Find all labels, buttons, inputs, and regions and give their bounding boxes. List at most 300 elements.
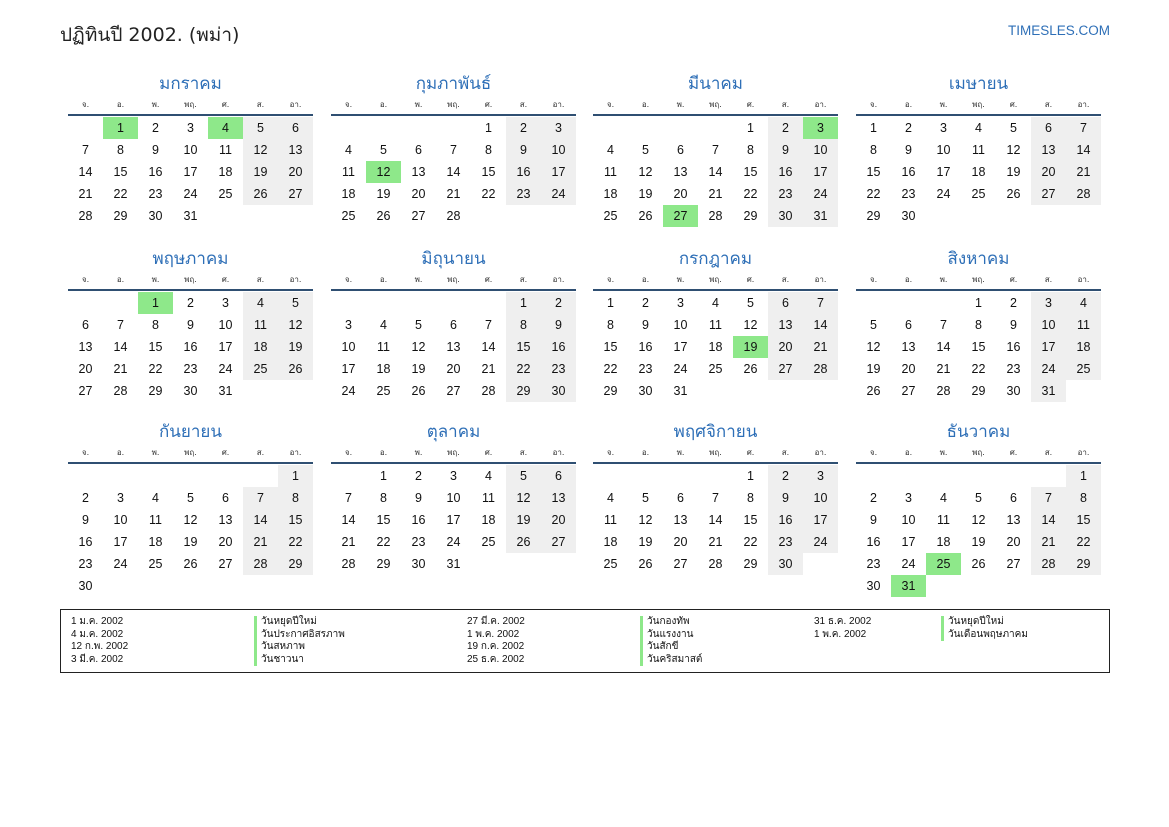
- day-cell[interactable]: 29: [866, 209, 881, 223]
- day-cell[interactable]: 12: [411, 340, 426, 354]
- day-cell[interactable]: 11: [1066, 314, 1101, 336]
- day-cell[interactable]: 7: [117, 318, 124, 332]
- day-cell[interactable]: 4: [1066, 292, 1101, 314]
- day-cell[interactable]: 15: [481, 165, 496, 179]
- day-cell[interactable]: 13: [446, 340, 461, 354]
- day-cell[interactable]: 25: [218, 187, 233, 201]
- holiday-day-cell[interactable]: 4: [208, 117, 243, 139]
- day-cell[interactable]: 7: [450, 143, 457, 157]
- day-cell[interactable]: 23: [411, 535, 426, 549]
- day-cell[interactable]: 21: [803, 336, 838, 358]
- day-cell[interactable]: 21: [1066, 161, 1101, 183]
- day-cell[interactable]: 28: [708, 557, 723, 571]
- holiday-day-cell[interactable]: 3: [803, 117, 838, 139]
- day-cell[interactable]: 20: [541, 509, 576, 531]
- day-cell[interactable]: 22: [113, 187, 128, 201]
- day-cell[interactable]: 3: [117, 491, 124, 505]
- day-cell[interactable]: 12: [743, 318, 758, 332]
- day-cell[interactable]: 12: [278, 314, 313, 336]
- day-cell[interactable]: 7: [82, 143, 89, 157]
- day-cell[interactable]: 10: [218, 318, 233, 332]
- day-cell[interactable]: 29: [148, 384, 163, 398]
- day-cell[interactable]: 29: [971, 384, 986, 398]
- day-cell[interactable]: 27: [541, 531, 576, 553]
- day-cell[interactable]: 19: [278, 336, 313, 358]
- day-cell[interactable]: 31: [803, 205, 838, 227]
- day-cell[interactable]: 3: [541, 117, 576, 139]
- day-cell[interactable]: 13: [278, 139, 313, 161]
- day-cell[interactable]: 29: [506, 380, 541, 402]
- day-cell[interactable]: 25: [148, 557, 163, 571]
- day-cell[interactable]: 18: [376, 362, 391, 376]
- day-cell[interactable]: 19: [243, 161, 278, 183]
- day-cell[interactable]: 23: [768, 183, 803, 205]
- day-cell[interactable]: 17: [218, 340, 233, 354]
- day-cell[interactable]: 28: [243, 553, 278, 575]
- day-cell[interactable]: 16: [768, 509, 803, 531]
- day-cell[interactable]: 8: [975, 318, 982, 332]
- day-cell[interactable]: 5: [380, 143, 387, 157]
- day-cell[interactable]: 31: [218, 384, 233, 398]
- day-cell[interactable]: 21: [446, 187, 461, 201]
- day-cell[interactable]: 20: [411, 187, 426, 201]
- day-cell[interactable]: 15: [376, 513, 391, 527]
- day-cell[interactable]: 29: [278, 553, 313, 575]
- day-cell[interactable]: 11: [243, 314, 278, 336]
- day-cell[interactable]: 25: [603, 557, 618, 571]
- day-cell[interactable]: 29: [113, 209, 128, 223]
- day-cell[interactable]: 1: [747, 469, 754, 483]
- day-cell[interactable]: 17: [541, 161, 576, 183]
- day-cell[interactable]: 7: [243, 487, 278, 509]
- day-cell[interactable]: 22: [278, 531, 313, 553]
- day-cell[interactable]: 8: [152, 318, 159, 332]
- day-cell[interactable]: 23: [866, 557, 881, 571]
- day-cell[interactable]: 7: [1066, 117, 1101, 139]
- day-cell[interactable]: 10: [113, 513, 128, 527]
- day-cell[interactable]: 23: [78, 557, 93, 571]
- day-cell[interactable]: 4: [975, 121, 982, 135]
- holiday-day-cell[interactable]: 31: [891, 575, 926, 597]
- day-cell[interactable]: 8: [278, 487, 313, 509]
- day-cell[interactable]: 26: [278, 358, 313, 380]
- day-cell[interactable]: 24: [446, 535, 461, 549]
- day-cell[interactable]: 16: [768, 161, 803, 183]
- day-cell[interactable]: 5: [278, 292, 313, 314]
- day-cell[interactable]: 22: [506, 358, 541, 380]
- day-cell[interactable]: 20: [78, 362, 93, 376]
- day-cell[interactable]: 13: [901, 340, 916, 354]
- day-cell[interactable]: 26: [183, 557, 198, 571]
- day-cell[interactable]: 16: [411, 513, 426, 527]
- day-cell[interactable]: 24: [541, 183, 576, 205]
- day-cell[interactable]: 3: [905, 491, 912, 505]
- day-cell[interactable]: 11: [604, 513, 617, 527]
- day-cell[interactable]: 27: [278, 183, 313, 205]
- day-cell[interactable]: 11: [604, 165, 617, 179]
- day-cell[interactable]: 15: [866, 165, 881, 179]
- day-cell[interactable]: 16: [1006, 340, 1021, 354]
- day-cell[interactable]: 28: [341, 557, 356, 571]
- day-cell[interactable]: 28: [803, 358, 838, 380]
- day-cell[interactable]: 15: [743, 165, 758, 179]
- day-cell[interactable]: 17: [183, 165, 198, 179]
- day-cell[interactable]: 1: [975, 296, 982, 310]
- holiday-day-cell[interactable]: 25: [926, 553, 961, 575]
- day-cell[interactable]: 29: [743, 209, 758, 223]
- day-cell[interactable]: 29: [376, 557, 391, 571]
- day-cell[interactable]: 24: [673, 362, 688, 376]
- day-cell[interactable]: 18: [1066, 336, 1101, 358]
- day-cell[interactable]: 12: [638, 513, 653, 527]
- day-cell[interactable]: 30: [148, 209, 163, 223]
- day-cell[interactable]: 28: [936, 384, 951, 398]
- day-cell[interactable]: 2: [541, 292, 576, 314]
- day-cell[interactable]: 12: [506, 487, 541, 509]
- day-cell[interactable]: 6: [677, 143, 684, 157]
- day-cell[interactable]: 10: [541, 139, 576, 161]
- day-cell[interactable]: 2: [905, 121, 912, 135]
- day-cell[interactable]: 3: [803, 465, 838, 487]
- day-cell[interactable]: 17: [1031, 336, 1066, 358]
- day-cell[interactable]: 18: [341, 187, 356, 201]
- day-cell[interactable]: 27: [1031, 183, 1066, 205]
- day-cell[interactable]: 12: [183, 513, 198, 527]
- day-cell[interactable]: 19: [411, 362, 426, 376]
- day-cell[interactable]: 28: [78, 209, 93, 223]
- day-cell[interactable]: 26: [1006, 187, 1021, 201]
- day-cell[interactable]: 28: [481, 384, 496, 398]
- day-cell[interactable]: 16: [638, 340, 653, 354]
- day-cell[interactable]: 21: [243, 531, 278, 553]
- day-cell[interactable]: 6: [541, 465, 576, 487]
- day-cell[interactable]: 14: [708, 513, 723, 527]
- day-cell[interactable]: 12: [638, 165, 653, 179]
- day-cell[interactable]: 2: [870, 491, 877, 505]
- day-cell[interactable]: 9: [506, 139, 541, 161]
- day-cell[interactable]: 4: [243, 292, 278, 314]
- day-cell[interactable]: 9: [541, 314, 576, 336]
- day-cell[interactable]: 1: [278, 465, 313, 487]
- day-cell[interactable]: 19: [971, 535, 986, 549]
- day-cell[interactable]: 13: [1031, 139, 1066, 161]
- day-cell[interactable]: 28: [113, 384, 128, 398]
- day-cell[interactable]: 30: [638, 384, 653, 398]
- day-cell[interactable]: 18: [481, 513, 496, 527]
- day-cell[interactable]: 11: [219, 143, 232, 157]
- day-cell[interactable]: 5: [1010, 121, 1017, 135]
- day-cell[interactable]: 11: [709, 318, 722, 332]
- day-cell[interactable]: 29: [1066, 553, 1101, 575]
- day-cell[interactable]: 24: [1031, 358, 1066, 380]
- day-cell[interactable]: 14: [803, 314, 838, 336]
- day-cell[interactable]: 9: [768, 487, 803, 509]
- day-cell[interactable]: 20: [278, 161, 313, 183]
- day-cell[interactable]: 20: [673, 187, 688, 201]
- day-cell[interactable]: 8: [117, 143, 124, 157]
- day-cell[interactable]: 11: [149, 513, 162, 527]
- day-cell[interactable]: 10: [1031, 314, 1066, 336]
- day-cell[interactable]: 26: [638, 557, 653, 571]
- day-cell[interactable]: 14: [936, 340, 951, 354]
- day-cell[interactable]: 17: [936, 165, 951, 179]
- day-cell[interactable]: 7: [1031, 487, 1066, 509]
- day-cell[interactable]: 8: [380, 491, 387, 505]
- day-cell[interactable]: 30: [866, 579, 881, 593]
- day-cell[interactable]: 2: [642, 296, 649, 310]
- day-cell[interactable]: 6: [677, 491, 684, 505]
- day-cell[interactable]: 16: [866, 535, 881, 549]
- day-cell[interactable]: 2: [768, 465, 803, 487]
- day-cell[interactable]: 9: [905, 143, 912, 157]
- day-cell[interactable]: 25: [243, 358, 278, 380]
- day-cell[interactable]: 30: [183, 384, 198, 398]
- day-cell[interactable]: 17: [341, 362, 356, 376]
- day-cell[interactable]: 8: [506, 314, 541, 336]
- day-cell[interactable]: 17: [803, 161, 838, 183]
- day-cell[interactable]: 17: [803, 509, 838, 531]
- day-cell[interactable]: 2: [152, 121, 159, 135]
- day-cell[interactable]: 9: [82, 513, 89, 527]
- day-cell[interactable]: 5: [870, 318, 877, 332]
- day-cell[interactable]: 17: [901, 535, 916, 549]
- day-cell[interactable]: 17: [113, 535, 128, 549]
- day-cell[interactable]: 23: [638, 362, 653, 376]
- day-cell[interactable]: 1: [380, 469, 387, 483]
- holiday-day-cell[interactable]: 1: [138, 292, 173, 314]
- day-cell[interactable]: 29: [743, 557, 758, 571]
- day-cell[interactable]: 20: [768, 336, 803, 358]
- day-cell[interactable]: 27: [768, 358, 803, 380]
- day-cell[interactable]: 1: [506, 292, 541, 314]
- day-cell[interactable]: 3: [1031, 292, 1066, 314]
- day-cell[interactable]: 3: [345, 318, 352, 332]
- day-cell[interactable]: 16: [78, 535, 93, 549]
- day-cell[interactable]: 12: [971, 513, 986, 527]
- day-cell[interactable]: 24: [803, 531, 838, 553]
- day-cell[interactable]: 6: [278, 117, 313, 139]
- day-cell[interactable]: 19: [183, 535, 198, 549]
- day-cell[interactable]: 21: [1031, 531, 1066, 553]
- day-cell[interactable]: 13: [1006, 513, 1021, 527]
- day-cell[interactable]: 19: [376, 187, 391, 201]
- day-cell[interactable]: 8: [747, 143, 754, 157]
- day-cell[interactable]: 25: [971, 187, 986, 201]
- day-cell[interactable]: 20: [901, 362, 916, 376]
- day-cell[interactable]: 6: [450, 318, 457, 332]
- day-cell[interactable]: 30: [1006, 384, 1021, 398]
- day-cell[interactable]: 24: [113, 557, 128, 571]
- day-cell[interactable]: 20: [1031, 161, 1066, 183]
- day-cell[interactable]: 22: [376, 535, 391, 549]
- day-cell[interactable]: 10: [803, 487, 838, 509]
- day-cell[interactable]: 26: [743, 362, 758, 376]
- day-cell[interactable]: 21: [481, 362, 496, 376]
- day-cell[interactable]: 1: [1066, 465, 1101, 487]
- day-cell[interactable]: 19: [866, 362, 881, 376]
- day-cell[interactable]: 3: [677, 296, 684, 310]
- day-cell[interactable]: 2: [506, 117, 541, 139]
- day-cell[interactable]: 1: [607, 296, 614, 310]
- day-cell[interactable]: 5: [415, 318, 422, 332]
- day-cell[interactable]: 7: [712, 143, 719, 157]
- day-cell[interactable]: 9: [768, 139, 803, 161]
- day-cell[interactable]: 24: [183, 187, 198, 201]
- day-cell[interactable]: 14: [1066, 139, 1101, 161]
- day-cell[interactable]: 25: [708, 362, 723, 376]
- day-cell[interactable]: 15: [148, 340, 163, 354]
- day-cell[interactable]: 23: [541, 358, 576, 380]
- day-cell[interactable]: 22: [743, 535, 758, 549]
- day-cell[interactable]: 13: [411, 165, 426, 179]
- holiday-day-cell[interactable]: 1: [103, 117, 138, 139]
- day-cell[interactable]: 5: [642, 491, 649, 505]
- day-cell[interactable]: 14: [446, 165, 461, 179]
- day-cell[interactable]: 19: [506, 509, 541, 531]
- day-cell[interactable]: 9: [642, 318, 649, 332]
- day-cell[interactable]: 23: [768, 531, 803, 553]
- day-cell[interactable]: 6: [82, 318, 89, 332]
- day-cell[interactable]: 10: [341, 340, 356, 354]
- day-cell[interactable]: 4: [607, 143, 614, 157]
- day-cell[interactable]: 10: [673, 318, 688, 332]
- day-cell[interactable]: 9: [1010, 318, 1017, 332]
- day-cell[interactable]: 19: [638, 535, 653, 549]
- day-cell[interactable]: 7: [712, 491, 719, 505]
- day-cell[interactable]: 2: [1010, 296, 1017, 310]
- day-cell[interactable]: 18: [708, 340, 723, 354]
- day-cell[interactable]: 14: [708, 165, 723, 179]
- day-cell[interactable]: 15: [603, 340, 618, 354]
- day-cell[interactable]: 2: [415, 469, 422, 483]
- day-cell[interactable]: 27: [673, 557, 688, 571]
- day-cell[interactable]: 6: [1031, 117, 1066, 139]
- day-cell[interactable]: 8: [1066, 487, 1101, 509]
- day-cell[interactable]: 13: [78, 340, 93, 354]
- day-cell[interactable]: 31: [183, 209, 198, 223]
- day-cell[interactable]: 20: [673, 535, 688, 549]
- day-cell[interactable]: 1: [747, 121, 754, 135]
- day-cell[interactable]: 23: [1006, 362, 1021, 376]
- day-cell[interactable]: 26: [376, 209, 391, 223]
- day-cell[interactable]: 23: [183, 362, 198, 376]
- day-cell[interactable]: 24: [218, 362, 233, 376]
- day-cell[interactable]: 3: [940, 121, 947, 135]
- day-cell[interactable]: 20: [218, 535, 233, 549]
- day-cell[interactable]: 24: [803, 183, 838, 205]
- day-cell[interactable]: 12: [1006, 143, 1021, 157]
- day-cell[interactable]: 16: [901, 165, 916, 179]
- day-cell[interactable]: 10: [936, 143, 951, 157]
- day-cell[interactable]: 28: [446, 209, 461, 223]
- day-cell[interactable]: 30: [901, 209, 916, 223]
- day-cell[interactable]: 4: [607, 491, 614, 505]
- day-cell[interactable]: 15: [1066, 509, 1101, 531]
- day-cell[interactable]: 10: [183, 143, 198, 157]
- day-cell[interactable]: 6: [222, 491, 229, 505]
- day-cell[interactable]: 28: [1031, 553, 1066, 575]
- day-cell[interactable]: 5: [187, 491, 194, 505]
- day-cell[interactable]: 7: [485, 318, 492, 332]
- day-cell[interactable]: 8: [607, 318, 614, 332]
- day-cell[interactable]: 22: [866, 187, 881, 201]
- day-cell[interactable]: 14: [78, 165, 93, 179]
- day-cell[interactable]: 16: [183, 340, 198, 354]
- day-cell[interactable]: 13: [768, 314, 803, 336]
- day-cell[interactable]: 30: [78, 579, 93, 593]
- day-cell[interactable]: 10: [803, 139, 838, 161]
- day-cell[interactable]: 19: [1006, 165, 1021, 179]
- day-cell[interactable]: 26: [243, 183, 278, 205]
- day-cell[interactable]: 15: [113, 165, 128, 179]
- day-cell[interactable]: 31: [1031, 380, 1066, 402]
- day-cell[interactable]: 6: [1010, 491, 1017, 505]
- day-cell[interactable]: 25: [341, 209, 356, 223]
- day-cell[interactable]: 16: [541, 336, 576, 358]
- day-cell[interactable]: 11: [342, 165, 355, 179]
- day-cell[interactable]: 17: [673, 340, 688, 354]
- day-cell[interactable]: 1: [485, 121, 492, 135]
- day-cell[interactable]: 18: [243, 336, 278, 358]
- day-cell[interactable]: 20: [1006, 535, 1021, 549]
- site-link[interactable]: TIMESLES.COM: [1007, 23, 1110, 38]
- day-cell[interactable]: 6: [905, 318, 912, 332]
- day-cell[interactable]: 5: [243, 117, 278, 139]
- day-cell[interactable]: 5: [506, 465, 541, 487]
- day-cell[interactable]: 18: [603, 187, 618, 201]
- day-cell[interactable]: 28: [708, 209, 723, 223]
- day-cell[interactable]: 11: [937, 513, 950, 527]
- day-cell[interactable]: 5: [975, 491, 982, 505]
- day-cell[interactable]: 10: [446, 491, 461, 505]
- day-cell[interactable]: 2: [82, 491, 89, 505]
- day-cell[interactable]: 7: [940, 318, 947, 332]
- day-cell[interactable]: 22: [971, 362, 986, 376]
- day-cell[interactable]: 27: [78, 384, 93, 398]
- day-cell[interactable]: 29: [603, 384, 618, 398]
- day-cell[interactable]: 28: [1066, 183, 1101, 205]
- day-cell[interactable]: 4: [940, 491, 947, 505]
- day-cell[interactable]: 9: [870, 513, 877, 527]
- day-cell[interactable]: 31: [446, 557, 461, 571]
- day-cell[interactable]: 7: [345, 491, 352, 505]
- day-cell[interactable]: 2: [187, 296, 194, 310]
- day-cell[interactable]: 26: [506, 531, 541, 553]
- day-cell[interactable]: 24: [341, 384, 356, 398]
- day-cell[interactable]: 22: [603, 362, 618, 376]
- day-cell[interactable]: 18: [936, 535, 951, 549]
- day-cell[interactable]: 27: [218, 557, 233, 571]
- day-cell[interactable]: 18: [148, 535, 163, 549]
- day-cell[interactable]: 9: [187, 318, 194, 332]
- day-cell[interactable]: 8: [747, 491, 754, 505]
- day-cell[interactable]: 13: [541, 487, 576, 509]
- day-cell[interactable]: 14: [113, 340, 128, 354]
- day-cell[interactable]: 22: [148, 362, 163, 376]
- day-cell[interactable]: 11: [377, 340, 390, 354]
- day-cell[interactable]: 23: [148, 187, 163, 201]
- day-cell[interactable]: 25: [376, 384, 391, 398]
- day-cell[interactable]: 12: [243, 139, 278, 161]
- day-cell[interactable]: 30: [768, 205, 803, 227]
- day-cell[interactable]: 20: [446, 362, 461, 376]
- day-cell[interactable]: 26: [638, 209, 653, 223]
- day-cell[interactable]: 5: [747, 296, 754, 310]
- day-cell[interactable]: 30: [768, 553, 803, 575]
- day-cell[interactable]: 5: [642, 143, 649, 157]
- day-cell[interactable]: 21: [708, 535, 723, 549]
- day-cell[interactable]: 21: [936, 362, 951, 376]
